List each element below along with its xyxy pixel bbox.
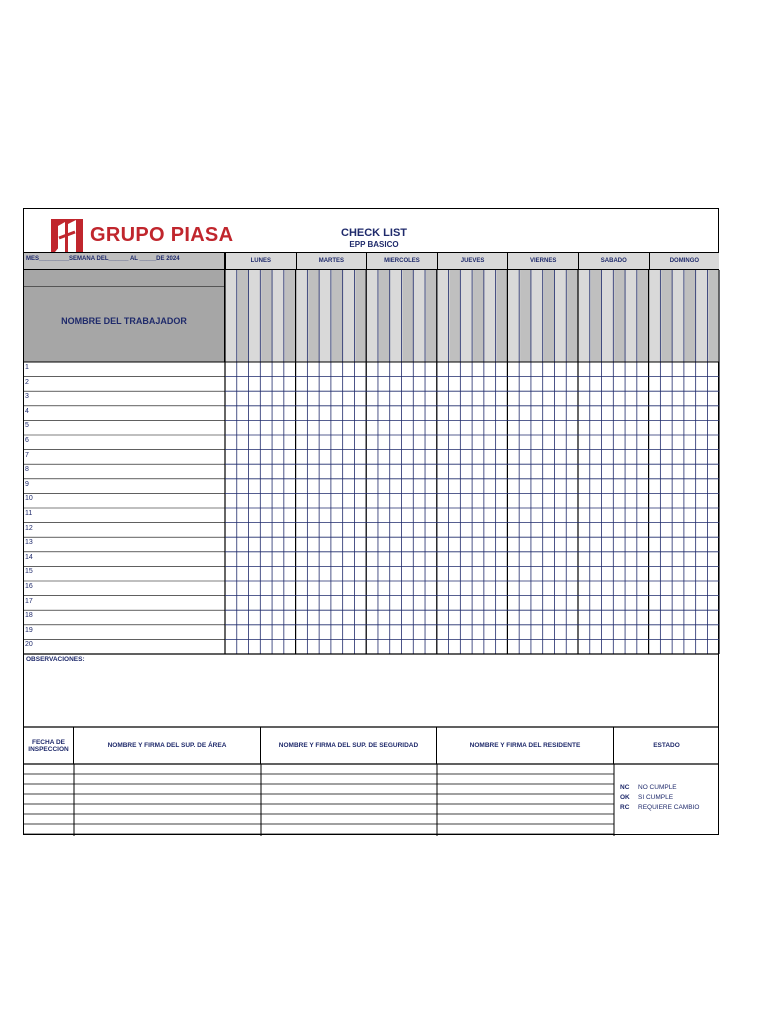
legend-rc: RC REQUIERE CAMBIO (620, 804, 700, 811)
row-number: 19 (25, 626, 33, 634)
grid-shade (332, 270, 343, 362)
legend-ok: OK SI CUMPLE (620, 794, 674, 801)
grid-shade (638, 270, 649, 362)
day-header-miercoles: MIERCOLES (366, 253, 437, 270)
row-number: 18 (25, 612, 33, 620)
row-number: 17 (25, 597, 33, 605)
grid-shade (614, 270, 625, 362)
brand-name: GRUPO PIASA (90, 223, 234, 246)
grid-shade (238, 270, 249, 362)
grid-shade (567, 270, 578, 362)
grid-shade (685, 270, 696, 362)
page-subtitle: EPP BASICO (349, 240, 399, 249)
row-number: 6 (25, 437, 29, 444)
estado-header: ESTADO (653, 742, 680, 749)
row-number: 5 (25, 422, 29, 430)
row-number: 4 (25, 407, 29, 415)
row-number: 13 (25, 539, 33, 547)
grid-shade (591, 270, 602, 362)
grid-shade (497, 270, 508, 362)
grid-shade (355, 270, 366, 362)
row-number: 20 (25, 641, 33, 649)
grid-shade (308, 270, 319, 362)
day-header-jueves: JUEVES (437, 253, 508, 270)
row-number: 2 (25, 378, 29, 386)
day-header-domingo: DOMINGO (649, 253, 720, 270)
sup-seguridad-header: NOMBRE Y FIRMA DEL SUP. DE SEGURIDAD (261, 727, 437, 764)
row-number: 16 (25, 583, 33, 590)
worker-name-label: NOMBRE DEL TRABAJADOR (61, 316, 187, 326)
row-number: 3 (25, 393, 29, 401)
grid-shade (661, 270, 672, 362)
grid-shade (520, 270, 531, 362)
row-number: 9 (25, 480, 29, 488)
period-field[interactable]: MES_________SEMANA DEL______ AL _____DE 2024 (24, 253, 225, 270)
day-header-sabado: SABADO (578, 253, 649, 270)
grid-shade (473, 270, 484, 362)
page-title: CHECK LIST (341, 227, 407, 239)
legend-nc: NC NO CUMPLE (620, 784, 677, 791)
checklist-sheet (23, 208, 719, 835)
grid-shade (379, 270, 390, 362)
day-header-martes: MARTES (296, 253, 367, 270)
grid-shade (426, 270, 437, 362)
row-number: 12 (25, 524, 33, 532)
residente-header: NOMBRE Y FIRMA DEL RESIDENTE (437, 727, 614, 764)
grid-shade (708, 270, 719, 362)
row-number: 11 (25, 510, 33, 517)
observations-label: OBSERVACIONES: (26, 656, 85, 663)
row-number: 8 (25, 466, 29, 474)
day-header-viernes: VIERNES (507, 253, 578, 270)
row-number: 10 (25, 495, 33, 503)
row-number: 15 (25, 568, 33, 576)
row-number: 7 (25, 451, 29, 459)
grid-shade (403, 270, 414, 362)
observations-field[interactable] (24, 664, 719, 726)
grid-shade (285, 270, 296, 362)
row-number: 14 (25, 553, 33, 561)
row-number: 1 (25, 364, 29, 371)
day-header-lunes: LUNES (225, 253, 296, 270)
grid-shade (544, 270, 555, 362)
sup-area-header: NOMBRE Y FIRMA DEL SUP. DE ÁREA (74, 727, 261, 764)
grid-shade (261, 270, 272, 362)
fecha-header: FECHA DE INSPECCION (24, 727, 74, 764)
grid-shade (450, 270, 461, 362)
